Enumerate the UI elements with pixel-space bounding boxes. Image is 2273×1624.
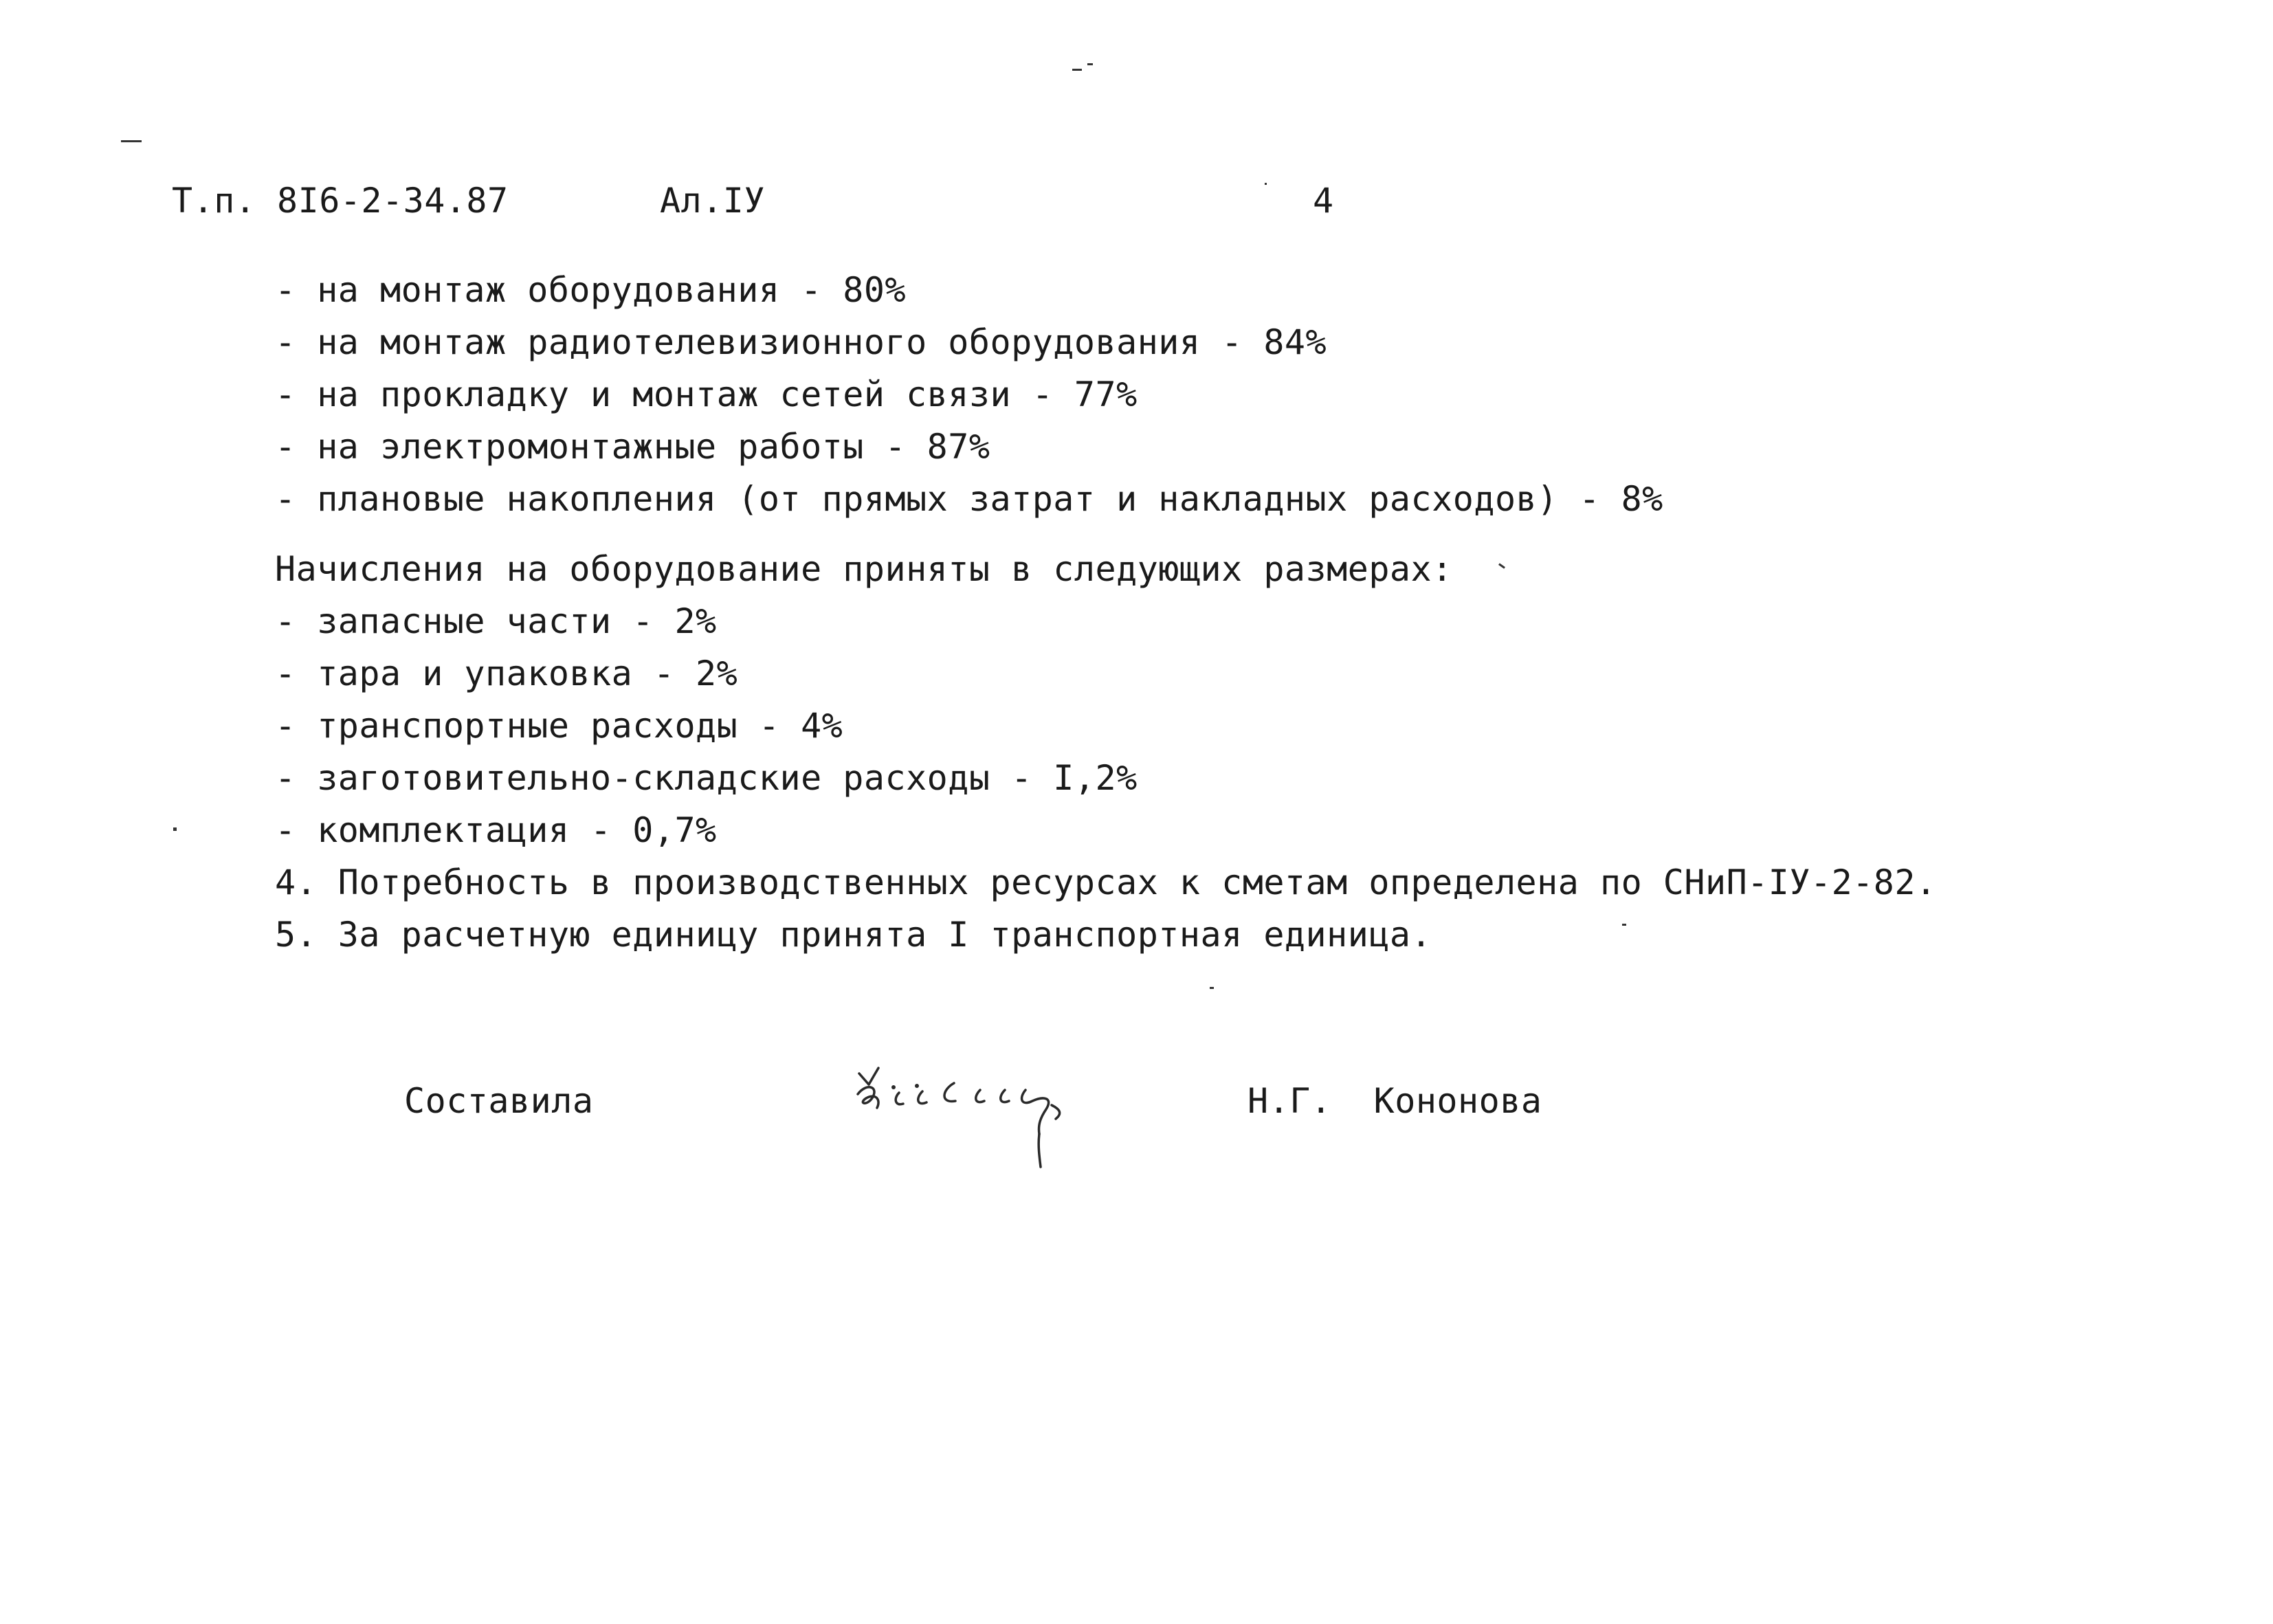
numbered-item: 5. За расчетную единицу принята І транспортная единица. [275, 915, 1432, 955]
equipment-item: - заготовительно-складские расходы - І,2% [275, 758, 1138, 798]
numbered-item: 4. Потребность в производственных ресурсах к сметам определена по СНиП-ІУ-2-82. [275, 863, 1937, 902]
page-number: 4 [1313, 181, 1334, 221]
equipment-item: - тара и упаковка - 2% [275, 654, 738, 693]
scan-speck [1498, 563, 1505, 568]
document-number: Т.п. 8І6-2-34.87 [172, 181, 509, 221]
markup-item: - на прокладку и монтаж сетей связи - 77% [275, 375, 1138, 414]
equipment-item: - запасные части - 2% [275, 601, 717, 641]
markup-item: - плановые накопления (от прямых затрат и накладных расходов) - 8% [275, 479, 1663, 519]
scan-speck [1622, 924, 1626, 926]
handwritten-signature [845, 1058, 1107, 1182]
scan-speck [1210, 987, 1214, 989]
scan-speck [1087, 63, 1093, 65]
markup-item: - на монтаж радиотелевизионного оборудования - 84% [275, 322, 1327, 362]
equipment-item: - комплектация - 0,7% [275, 810, 717, 850]
markup-item: - на электромонтажные работы - 87% [275, 427, 990, 467]
equipment-intro: Начисления на оборудование приняты в следующих размерах: [275, 549, 1453, 589]
scan-speck [121, 140, 142, 142]
equipment-item: - транспортные расходы - 4% [275, 706, 843, 746]
scan-speck [1265, 183, 1267, 185]
markup-item: - на монтаж оборудования - 80% [275, 270, 907, 310]
scan-speck [1072, 69, 1082, 71]
signatory-name: Н.Г. Кононова [1248, 1081, 1542, 1121]
scan-speck [173, 827, 177, 831]
sheet-label: Ал.ІУ [660, 181, 766, 221]
signature-label: Составила [404, 1081, 594, 1121]
